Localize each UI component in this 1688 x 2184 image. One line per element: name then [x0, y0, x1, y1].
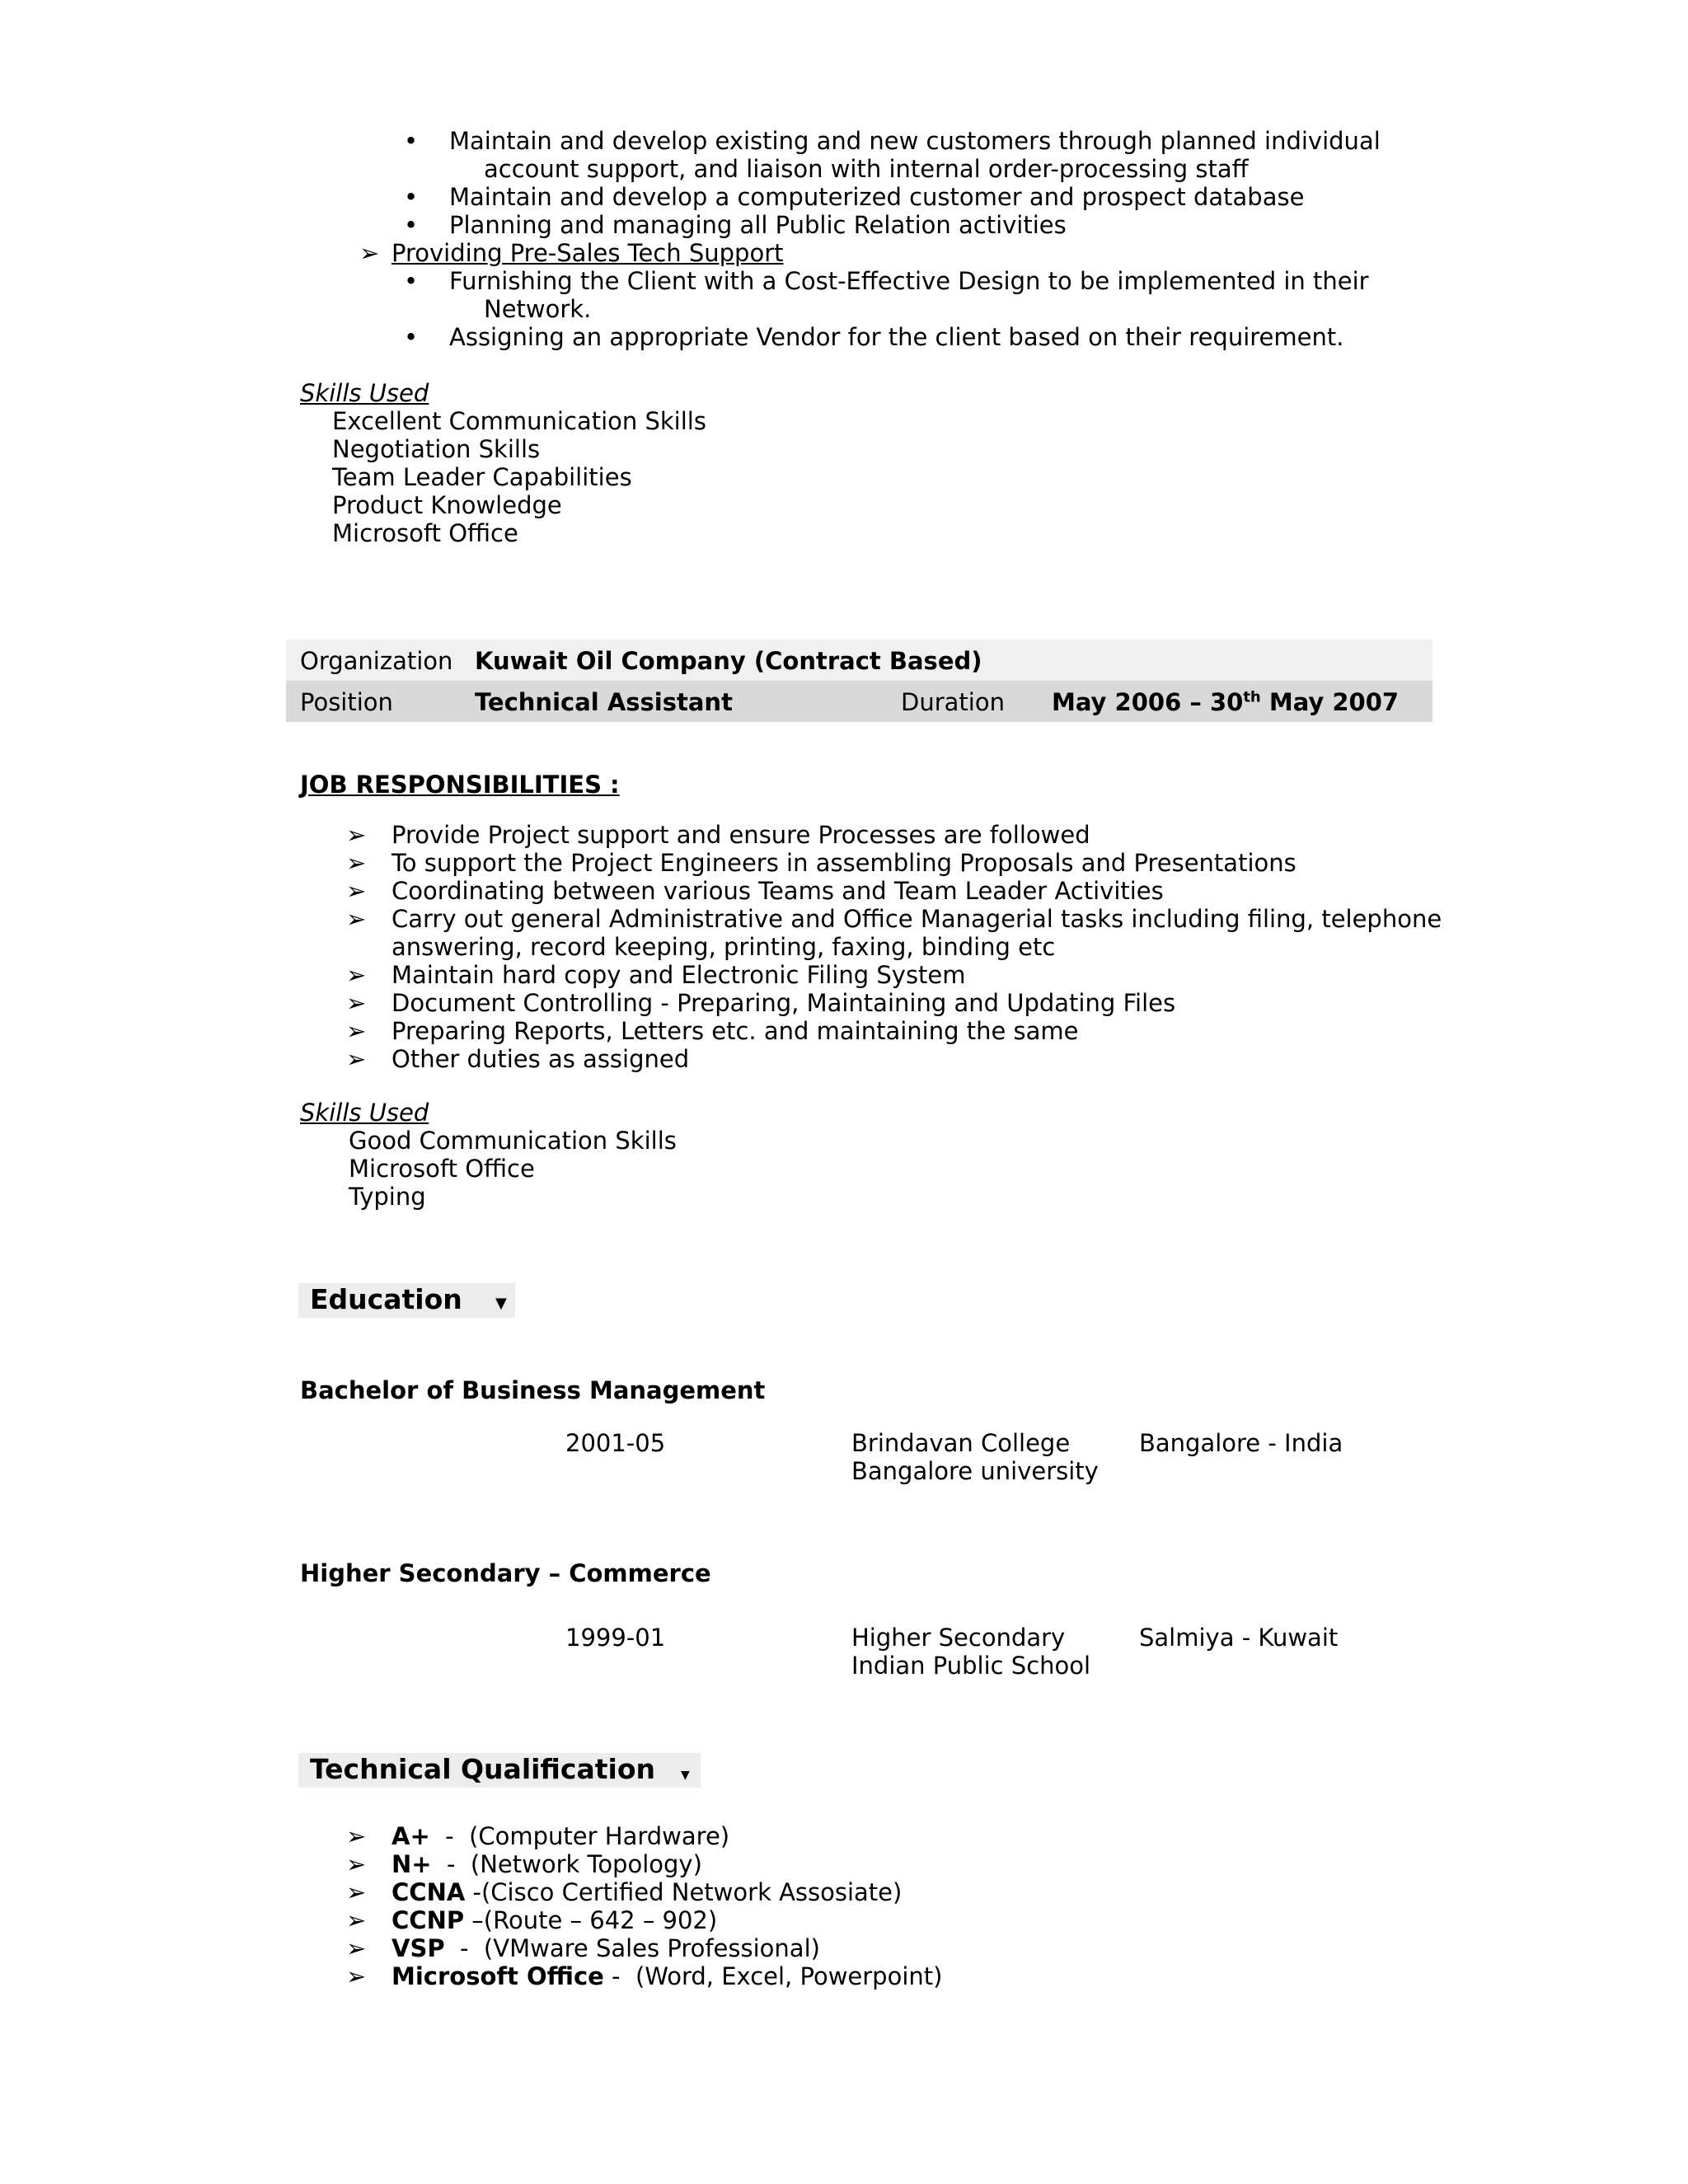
list-item: Assigning an appropriate Vendor for the client based on their requirement. — [449, 323, 1344, 351]
arrow-bullet-icon: ➢ — [346, 877, 367, 905]
chevron-down-icon: ▼ — [681, 1769, 690, 1782]
bullet-dot: • — [404, 127, 419, 155]
presales-heading: Providing Pre-Sales Tech Support — [392, 239, 784, 267]
arrow-bullet-icon: ➢ — [346, 1934, 367, 1962]
arrow-bullet-icon: ➢ — [346, 1962, 367, 1990]
list-item-continuation: answering, record keeping, printing, faxing, binding etc — [392, 933, 1056, 961]
technical-title: Technical Qualification — [310, 1753, 655, 1785]
arrow-bullet-icon: ➢ — [346, 1822, 367, 1850]
arrow-bullet-icon: ➢ — [346, 961, 367, 989]
list-item: Maintain and develop existing and new customers through planned individual — [449, 127, 1381, 155]
arrow-bullet-icon: ➢ — [359, 239, 380, 267]
bullet-dot: • — [404, 183, 419, 211]
skill-item: Good Communication Skills — [349, 1127, 677, 1155]
list-item: Provide Project support and ensure Processes are followed — [392, 821, 1090, 849]
position-value: Technical Assistant — [475, 688, 733, 716]
arrow-bullet-icon: ➢ — [346, 989, 367, 1017]
skill-item: Product Knowledge — [332, 491, 562, 519]
skill-item: Microsoft Office — [332, 519, 518, 547]
degree-years: 1999-01 — [565, 1624, 666, 1652]
duration-value: May 2006 – 30th May 2007 — [1052, 688, 1400, 716]
list-item: CCNP –(Route – 642 – 902) — [392, 1906, 718, 1934]
skill-item: Excellent Communication Skills — [332, 407, 706, 435]
institution-location: Bangalore - India — [1139, 1429, 1343, 1457]
arrow-bullet-icon: ➢ — [346, 821, 367, 849]
skill-item: Team Leader Capabilities — [332, 463, 632, 491]
list-item: Preparing Reports, Letters etc. and maintaining the same — [392, 1017, 1079, 1045]
institution-name: Brindavan College — [851, 1429, 1071, 1457]
list-item: CCNA -(Cisco Certified Network Assosiate) — [392, 1878, 903, 1906]
job-responsibilities-heading: JOB RESPONSIBILITIES : — [300, 771, 620, 799]
position-label: Position — [300, 688, 393, 716]
skill-item: Typing — [349, 1183, 426, 1211]
list-item-continuation: Network. — [484, 295, 592, 323]
list-item: Coordinating between various Teams and Team Leader Activities — [392, 877, 1164, 905]
duration-label: Duration — [901, 688, 1005, 716]
degree-title: Bachelor of Business Management — [300, 1376, 766, 1404]
arrow-bullet-icon: ➢ — [346, 1906, 367, 1934]
degree-title: Higher Secondary – Commerce — [300, 1559, 711, 1587]
arrow-bullet-icon: ➢ — [346, 905, 367, 933]
arrow-bullet-icon: ➢ — [346, 849, 367, 877]
bullet-dot: • — [404, 211, 419, 239]
bullet-dot: • — [404, 267, 419, 295]
list-item: VSP - (VMware Sales Professional) — [392, 1934, 820, 1962]
institution-university: Bangalore university — [851, 1457, 1099, 1485]
education-title: Education — [310, 1283, 462, 1315]
arrow-bullet-icon: ➢ — [346, 1045, 367, 1073]
organization-value: Kuwait Oil Company (Contract Based) — [475, 647, 982, 675]
list-item: Maintain hard copy and Electronic Filing System — [392, 961, 966, 989]
institution-name: Higher Secondary — [851, 1624, 1066, 1652]
list-item: Furnishing the Client with a Cost-Effective Design to be implemented in their — [449, 267, 1369, 295]
skill-item: Negotiation Skills — [332, 435, 541, 463]
institution-school: Indian Public School — [851, 1652, 1091, 1680]
list-item: Document Controlling - Preparing, Maintaining and Updating Files — [392, 989, 1176, 1017]
degree-years: 2001-05 — [565, 1429, 666, 1457]
list-item: N+ - (Network Topology) — [392, 1850, 702, 1878]
institution-location: Salmiya - Kuwait — [1139, 1624, 1339, 1652]
list-item: Planning and managing all Public Relation activities — [449, 211, 1067, 239]
organization-label: Organization — [300, 647, 453, 675]
arrow-bullet-icon: ➢ — [346, 1878, 367, 1906]
bullet-dot: • — [404, 323, 419, 351]
skill-item: Microsoft Office — [349, 1155, 535, 1183]
list-item: To support the Project Engineers in assembling Proposals and Presentations — [392, 849, 1296, 877]
list-item-continuation: account support, and liaison with internal order-processing staff — [484, 155, 1249, 183]
list-item: A+ - (Computer Hardware) — [392, 1822, 730, 1850]
skills-heading: Skills Used — [300, 1099, 429, 1127]
arrow-bullet-icon: ➢ — [346, 1850, 367, 1878]
list-item: Other duties as assigned — [392, 1045, 690, 1073]
skills-heading: Skills Used — [300, 379, 429, 407]
list-item: Maintain and develop a computerized customer and prospect database — [449, 183, 1305, 211]
chevron-down-icon: ▼ — [495, 1295, 507, 1312]
list-item: Microsoft Office - (Word, Excel, Powerpoint) — [392, 1962, 943, 1990]
list-item: Carry out general Administrative and Office Managerial tasks including filing, telephone — [392, 905, 1442, 933]
arrow-bullet-icon: ➢ — [346, 1017, 367, 1045]
